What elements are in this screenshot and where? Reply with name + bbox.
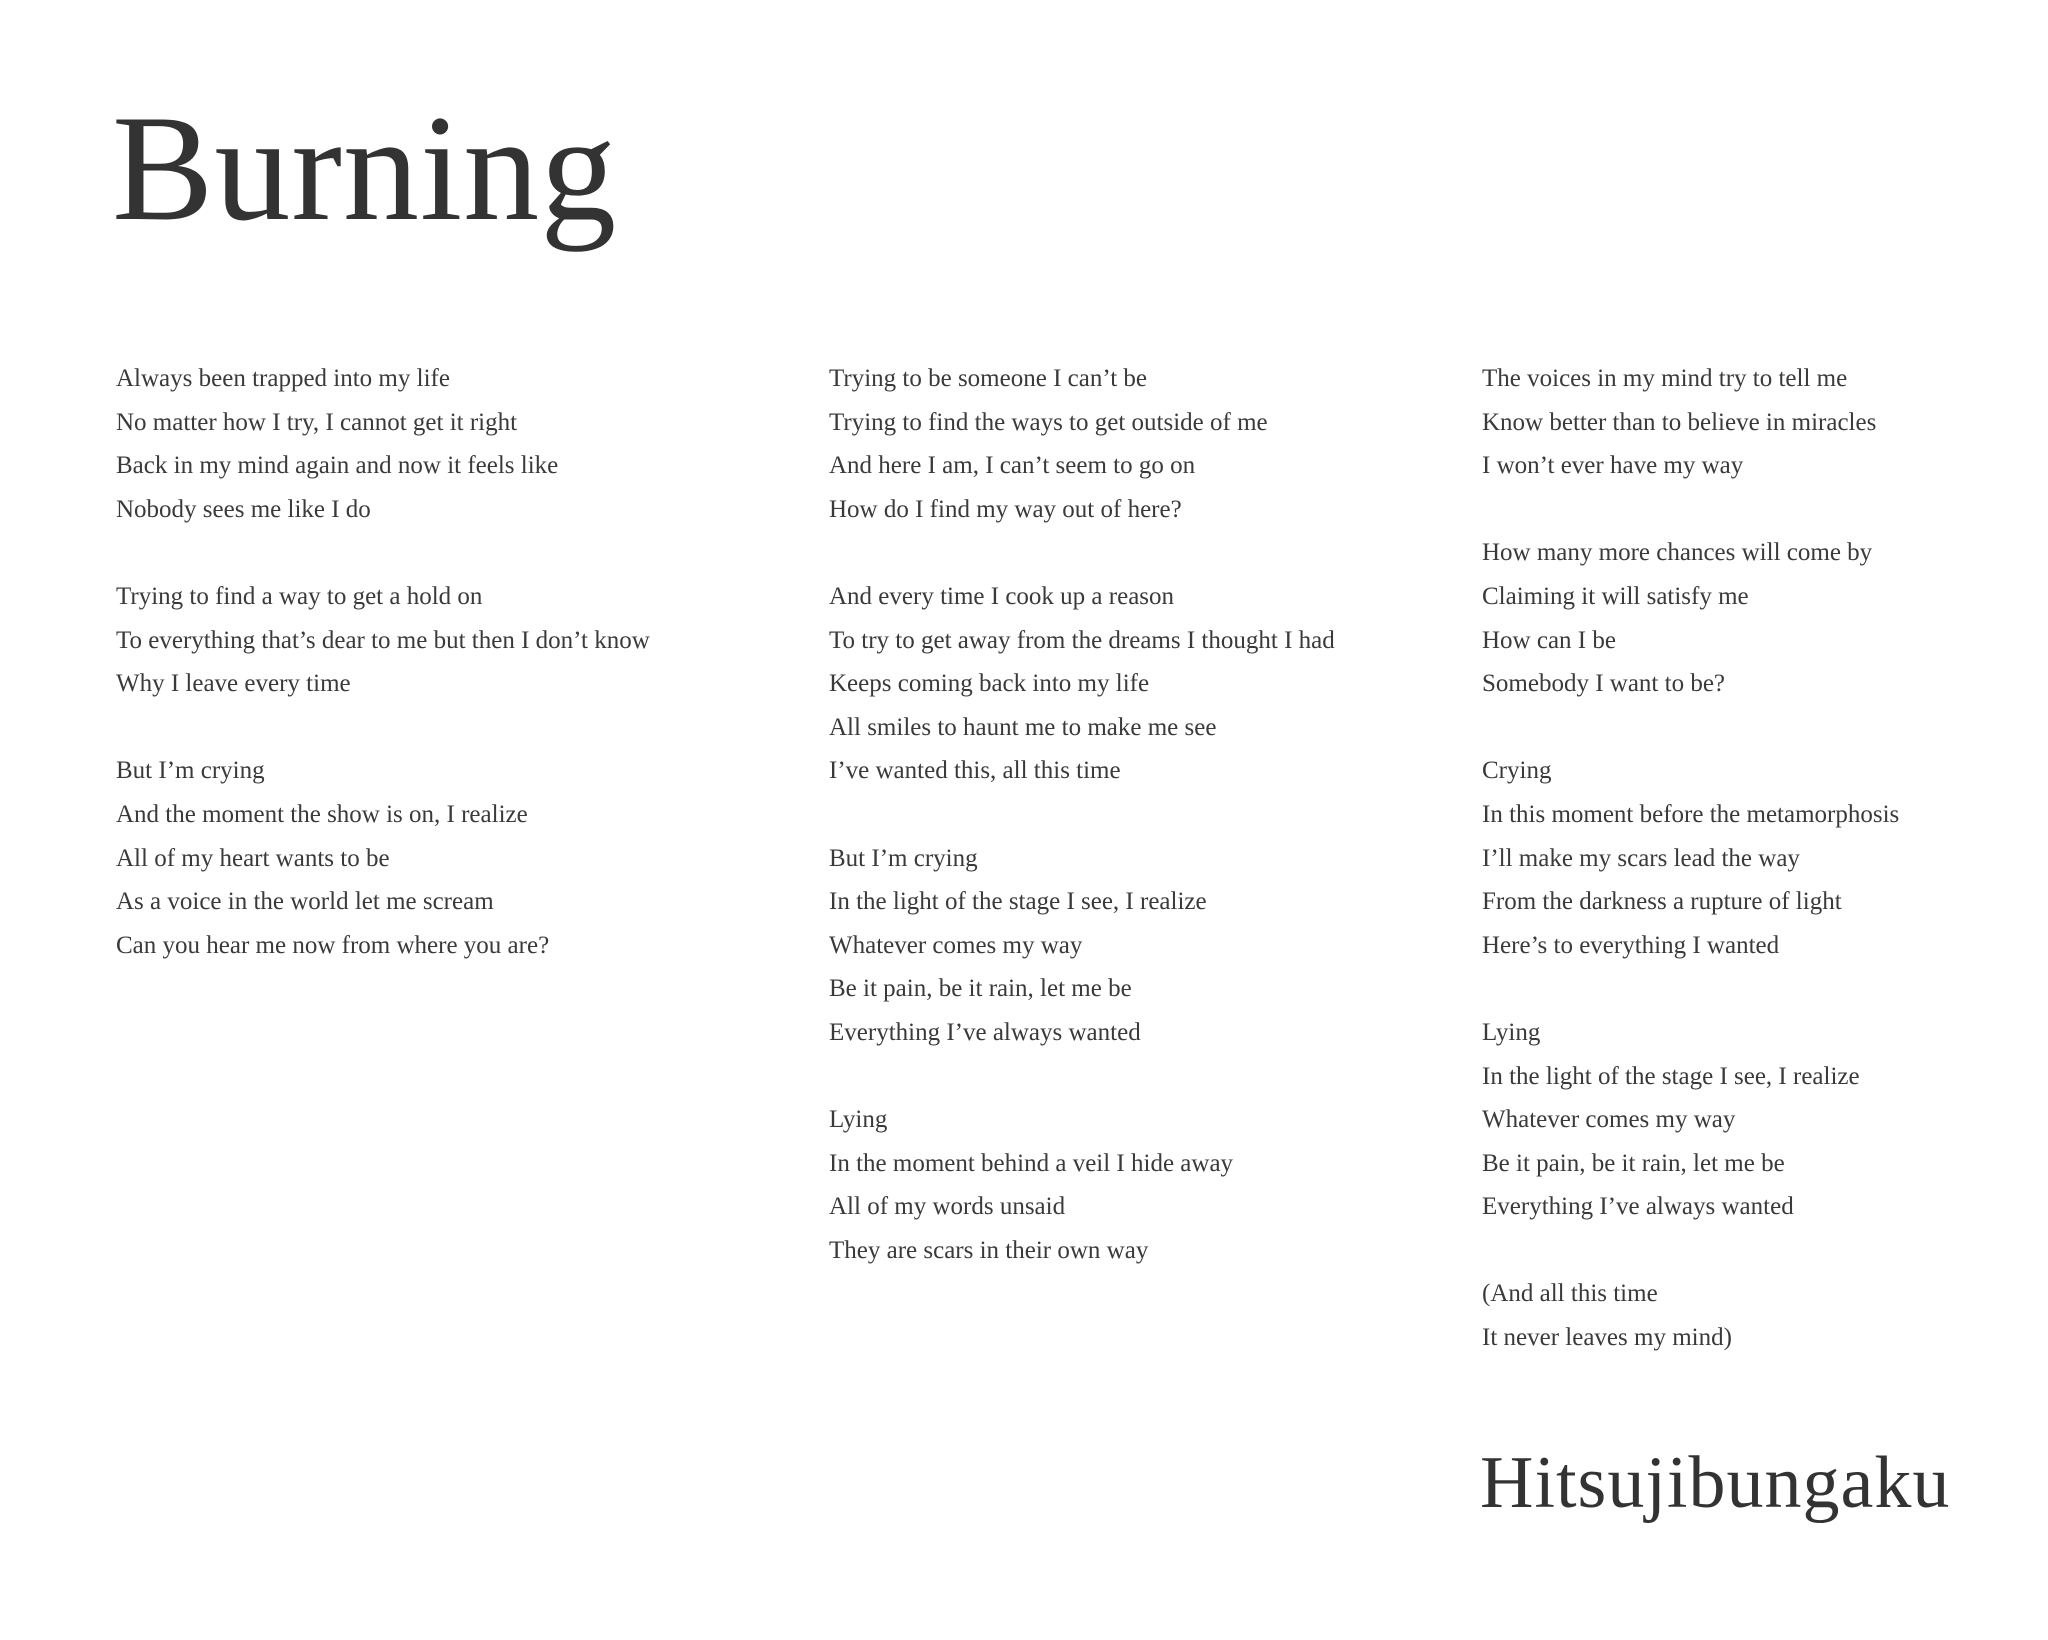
lyric-line: I’ve wanted this, all this time xyxy=(829,757,1121,785)
stanza xyxy=(116,575,650,706)
lyric-line: All of my heart wants to be xyxy=(116,844,390,872)
stanza xyxy=(1482,1011,1899,1229)
lyric-line: But I’m crying xyxy=(116,757,265,785)
stanza xyxy=(1482,749,1899,967)
lyric-line: How can I be xyxy=(1482,626,1616,654)
lyrics-column-3 xyxy=(1482,357,1899,1360)
lyrics-column-1 xyxy=(116,357,650,967)
lyric-line: Keeps coming back into my life xyxy=(829,670,1150,698)
lyric-line: How do I find my way out of here? xyxy=(829,495,1182,523)
lyric-line: Trying to find a way to get a hold on xyxy=(116,582,483,610)
lyric-line: In this moment before the metamorphosis xyxy=(1482,800,1900,828)
stanza xyxy=(1482,1272,1899,1359)
lyric-line: And here I am, I can’t seem to go on xyxy=(829,452,1196,480)
lyric-line: As a voice in the world let me scream xyxy=(116,888,494,916)
lyric-line: Whatever comes my way xyxy=(829,931,1083,959)
lyric-line: Know better than to believe in miracles xyxy=(1482,408,1877,436)
lyric-line: From the darkness a rupture of light xyxy=(1482,888,1842,916)
lyric-line: Everything I’ve always wanted xyxy=(1482,1193,1794,1221)
lyric-line: Can you hear me now from where you are? xyxy=(116,931,550,959)
lyric-line: I’ll make my scars lead the way xyxy=(1482,844,1800,872)
lyric-line: I won’t ever have my way xyxy=(1482,452,1744,480)
lyric-line: Back in my mind again and now it feels like xyxy=(116,452,559,480)
lyric-line: Here’s to everything I wanted xyxy=(1482,931,1780,959)
lyric-line: In the moment behind a veil I hide away xyxy=(829,1149,1234,1177)
lyric-line: Always been trapped into my life xyxy=(116,365,450,392)
stanza xyxy=(116,749,650,967)
stanza xyxy=(829,575,1335,793)
lyric-line: And the moment the show is on, I realize xyxy=(116,800,528,828)
lyric-line: Why I leave every time xyxy=(116,670,351,698)
lyric-line: The voices in my mind try to tell me xyxy=(1482,365,1848,392)
stanza xyxy=(829,357,1335,531)
lyric-line: In the light of the stage I see, I realize xyxy=(829,888,1207,916)
lyric-line: But I’m crying xyxy=(829,844,978,872)
lyric-line: Lying xyxy=(829,1106,888,1134)
lyric-line: Be it pain, be it rain, let me be xyxy=(829,975,1132,1003)
lyric-line: Whatever comes my way xyxy=(1482,1106,1736,1134)
lyric-line: How many more chances will come by xyxy=(1482,539,1873,567)
stanza xyxy=(829,1098,1335,1272)
lyric-line: Lying xyxy=(1482,1018,1541,1046)
poem-title: Burning xyxy=(112,84,618,252)
lyric-line: Claiming it will satisfy me xyxy=(1482,582,1749,610)
stanza xyxy=(1482,531,1899,705)
lyric-line: In the light of the stage I see, I realize xyxy=(1482,1062,1860,1090)
lyric-line: (And all this time xyxy=(1482,1280,1658,1308)
stanza xyxy=(116,357,650,531)
lyric-line: Crying xyxy=(1482,757,1552,785)
lyrics-column-2 xyxy=(829,357,1335,1272)
lyric-line: Trying to find the ways to get outside of me xyxy=(829,408,1268,436)
lyric-line: Nobody sees me like I do xyxy=(116,495,371,523)
lyric-line: To try to get away from the dreams I thought I had xyxy=(829,626,1335,654)
lyric-line: No matter how I try, I cannot get it right xyxy=(116,408,518,436)
lyric-line: It never leaves my mind) xyxy=(1482,1324,1732,1352)
lyric-line: Somebody I want to be? xyxy=(1482,670,1726,698)
stanza xyxy=(829,837,1335,1055)
lyric-line: Trying to be someone I can’t be xyxy=(829,365,1148,392)
lyric-line: Everything I’ve always wanted xyxy=(829,1018,1141,1046)
artist-signature: Hitsujibungaku xyxy=(1480,1442,1951,1524)
lyric-line: All of my words unsaid xyxy=(829,1193,1066,1221)
stanza xyxy=(1482,357,1899,488)
lyric-line: To everything that’s dear to me but then I don’t know xyxy=(116,626,650,654)
lyric-line: Be it pain, be it rain, let me be xyxy=(1482,1149,1785,1177)
lyric-line: All smiles to haunt me to make me see xyxy=(829,713,1217,741)
lyric-line: And every time I cook up a reason xyxy=(829,582,1175,610)
lyric-line: They are scars in their own way xyxy=(829,1236,1149,1264)
